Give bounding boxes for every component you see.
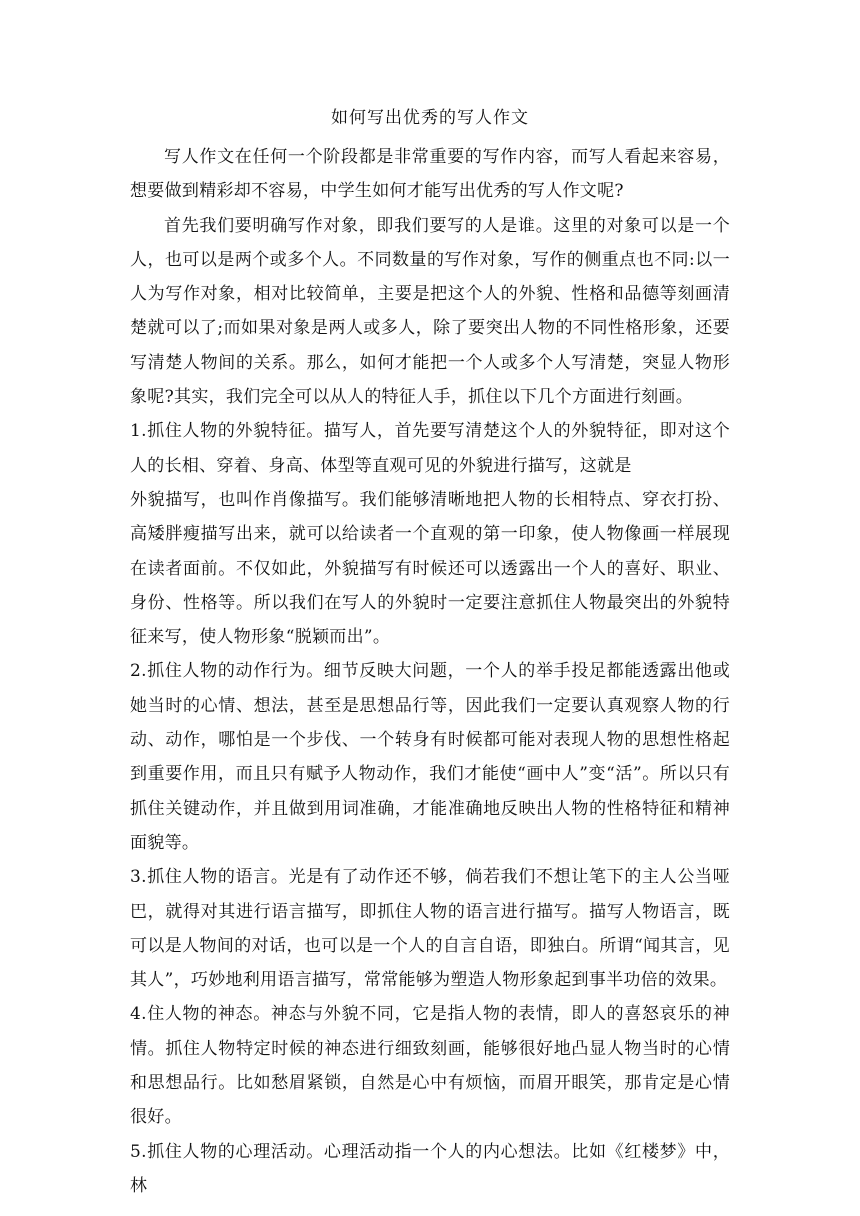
paragraph-point-2: 2.抓住人物的动作行为。细节反映大问题，一个人的举手投足都能透露出他或她当时的心情、想法，甚至是思想品行等，因此我们一定要认真观察人物的行动、动作，哪怕是一个步伐、一个转身有时候都可能对表现人物的思想性格起到重要作用，而且只有赋予人物动作，我们才能使“画中人”变“活”。所以只有抓住关键动作，并且做到用词准确，才能准确地反映出人物的性格特征和精神面貌等。 [130, 661, 730, 853]
paragraph-point-4: 4.住人物的神态。神态与外貌不同，它是指人物的表情，即人的喜怒哀乐的神情。抓住人物特定时候的神态进行细致刻画，能够很好地凸显人物当时的心情和思想品行。比如愁眉紧锁，自然是心中有烦恼，而眉开眼笑，那肯定是心情很好。 [130, 1004, 730, 1128]
paragraph-writing-object: 首先我们要明确写作对象，即我们要写的人是谁。这里的对象可以是一个人，也可以是两个或多个人。不同数量的写作对象，写作的侧重点也不同:以一人为写作对象，相对比较简单，主要是把这个人的外貌、性格和品德等刻画清楚就可以了;而如果对象是两人或多人，除了要突出人物的不同性格形象，还要写清楚人物间的关系。那么，如何才能把一个人或多个人写清楚，突显人物形象呢?其实，我们完全可以从人的特征人手，抓住以下几个方面进行刻画。 [130, 215, 730, 408]
paragraph-point-1-start: 1.抓住人物的外貌特征。描写人，首先要写清楚这个人的外貌特征，即对这个人的长相、穿着、身高、体型等直观可见的外貌进行描写，这就是 [130, 421, 730, 476]
paragraph-point-5: 5.抓住人物的心理活动。心理活动指一个人的内心想法。比如《红楼梦》中，林 [130, 1141, 730, 1196]
document-title: 如何写出优秀的写人作文 [331, 108, 529, 128]
paragraph-point-3: 3.抓住人物的语言。光是有了动作还不够，倘若我们不想让笔下的主人公当哑巴，就得对其进行语言描写，即抓住人物的语言进行描写。描写人物语言，既可以是人物间的对话，也可以是一个人的自言自语，即独白。所谓“闻其言，见其人”，巧妙地利用语言描写，常常能够为塑造人物形象起到事半功倍的效果。 [130, 867, 730, 991]
paragraph-intro: 写人作文在任何一个阶段都是非常重要的写作内容，而写人看起来容易，想要做到精彩却不容易，中学生如何才能写出优秀的写人作文呢? [130, 147, 730, 202]
paragraph-point-1-continued: 外貌描写，也叫作肖像描写。我们能够清晰地把人物的长相特点、穿衣打扮、高矮胖瘦描写出来，就可以给读者一个直观的第一印象，使人物像画一样展现在读者面前。不仅如此，外貌描写有时候还可以透露出一个人的喜好、职业、身份、性格等。所以我们在写人的外貌时一定要注意抓住人物最突出的外貌特征来写，使人物形象“脱颖而出”。 [130, 489, 730, 648]
document-body [130, 140, 730, 1203]
